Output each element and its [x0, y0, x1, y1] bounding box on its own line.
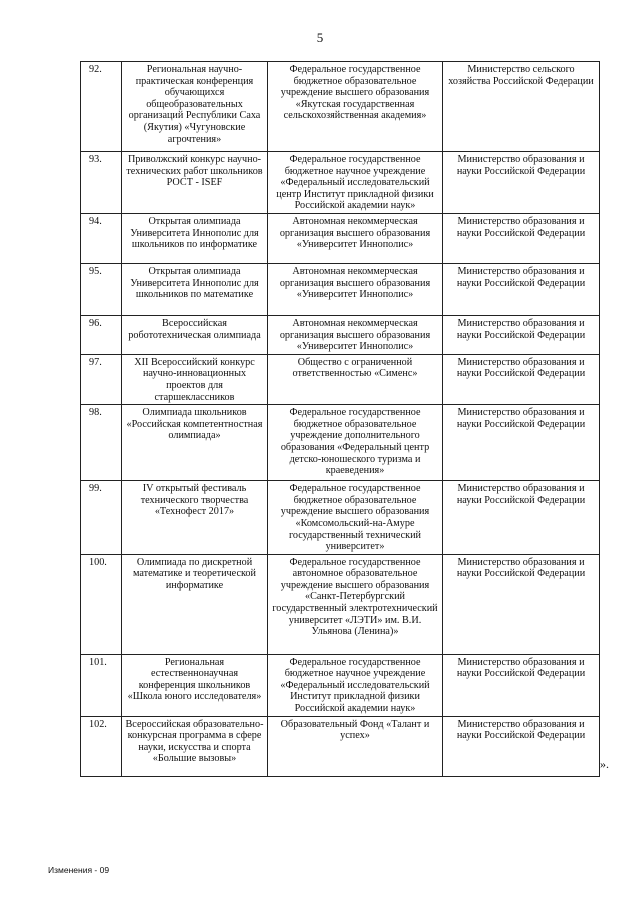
organizer-name: Федеральное государственное бюджетное научное учреждение «Федеральный исследовательский центр Институт прикладной физики Российской академии наук»	[268, 152, 443, 214]
organizer-name: Автономная некоммерческая организация высшего образования «Университет Иннополис»	[268, 263, 443, 315]
ministry-name: Министерство образования и науки Российской Федерации	[443, 654, 600, 716]
organizer-name: Автономная некоммерческая организация высшего образования «Университет Иннополис»	[268, 213, 443, 263]
organizer-name: Федеральное государственное бюджетное образовательное учреждение высшего образования «Комсомольский-на-Амуре государственный технический университет»	[268, 481, 443, 555]
table-row	[81, 263, 600, 315]
row-number: 94.	[81, 213, 122, 263]
table-row	[81, 716, 600, 776]
row-number: 96.	[81, 315, 122, 354]
table-row	[81, 315, 600, 354]
ministry-name: Министерство сельского хозяйства Российской Федерации	[443, 62, 600, 152]
row-number: 98.	[81, 405, 122, 481]
olympiad-list-table	[80, 61, 600, 777]
event-name: Региональная научно-практическая конференция обучающихся общеобразовательных организаций Республики Саха (Якутия) «Чугуновские агрочтения»	[122, 62, 268, 152]
organizer-name: Общество с ограниченной ответственностью «Сименс»	[268, 354, 443, 404]
ministry-name: Министерство образования и науки Российской Федерации	[443, 152, 600, 214]
row-number: 99.	[81, 481, 122, 555]
table-row	[81, 62, 600, 152]
event-name: XII Всероссийский конкурс научно-инновационных проектов для старшеклассников	[122, 354, 268, 404]
table-row	[81, 152, 600, 214]
row-number: 100.	[81, 554, 122, 654]
event-name: IV открытый фестиваль технического творчества «Технофест 2017»	[122, 481, 268, 555]
organizer-name: Автономная некоммерческая организация высшего образования «Университет Иннополис»	[268, 315, 443, 354]
page-number: 5	[316, 30, 324, 45]
table-row	[81, 554, 600, 654]
event-name: Всероссийская образовательно-конкурсная программа в сфере науки, искусства и спорта «Большие вызовы»	[122, 716, 268, 776]
ministry-name: Министерство образования и науки Российской Федерации	[443, 213, 600, 263]
event-name: Открытая олимпиада Университета Иннополис для школьников по информатике	[122, 213, 268, 263]
table-row	[81, 213, 600, 263]
event-name: Всероссийская робототехническая олимпиада	[122, 315, 268, 354]
row-number: 97.	[81, 354, 122, 404]
footer-note: Изменения - 09	[48, 865, 110, 875]
closing-quote-mark: ».	[600, 757, 609, 771]
table-row	[81, 405, 600, 481]
ministry-name: Министерство образования и науки Российской Федерации	[443, 716, 600, 776]
table-row	[81, 654, 600, 716]
organizer-name: Образовательный Фонд «Талант и успех»	[268, 716, 443, 776]
event-name: Открытая олимпиада Университета Иннополис для школьников по математике	[122, 263, 268, 315]
ministry-name: Министерство образования и науки Российской Федерации	[443, 315, 600, 354]
row-number: 92.	[81, 62, 122, 152]
ministry-name: Министерство образования и науки Российской Федерации	[443, 405, 600, 481]
ministry-name: Министерство образования и науки Российской Федерации	[443, 481, 600, 555]
table-row	[81, 481, 600, 555]
table-row	[81, 354, 600, 404]
ministry-name: Министерство образования и науки Российской Федерации	[443, 554, 600, 654]
ministry-name: Министерство образования и науки Российской Федерации	[443, 263, 600, 315]
organizer-name: Федеральное государственное автономное образовательное учреждение высшего образования «Санкт-Петербургский государственный электротехнический университет «ЛЭТИ» им. В.И. Ульянова (Ленина)»	[268, 554, 443, 654]
event-name: Олимпиада по дискретной математике и теоретической информатике	[122, 554, 268, 654]
organizer-name: Федеральное государственное бюджетное научное учреждение «Федеральный исследовательский Институт прикладной физики Российской академии наук»	[268, 654, 443, 716]
event-name: Олимпиада школьников «Российская компетентностная олимпиада»	[122, 405, 268, 481]
event-name: Региональная естественнонаучная конференция школьников «Школа юного исследователя»	[122, 654, 268, 716]
organizer-name: Федеральное государственное бюджетное образовательное учреждение дополнительного образования «Федеральный центр детско-юношеского туризма и краеведения»	[268, 405, 443, 481]
row-number: 95.	[81, 263, 122, 315]
row-number: 93.	[81, 152, 122, 214]
table-body	[81, 62, 600, 777]
row-number: 102.	[81, 716, 122, 776]
row-number: 101.	[81, 654, 122, 716]
organizer-name: Федеральное государственное бюджетное образовательное учреждение высшего образования «Якутская государственная сельскохозяйственная академия»	[268, 62, 443, 152]
ministry-name: Министерство образования и науки Российской Федерации	[443, 354, 600, 404]
event-name: Приволжский конкурс научно-технических работ школьников РОСТ - ISEF	[122, 152, 268, 214]
